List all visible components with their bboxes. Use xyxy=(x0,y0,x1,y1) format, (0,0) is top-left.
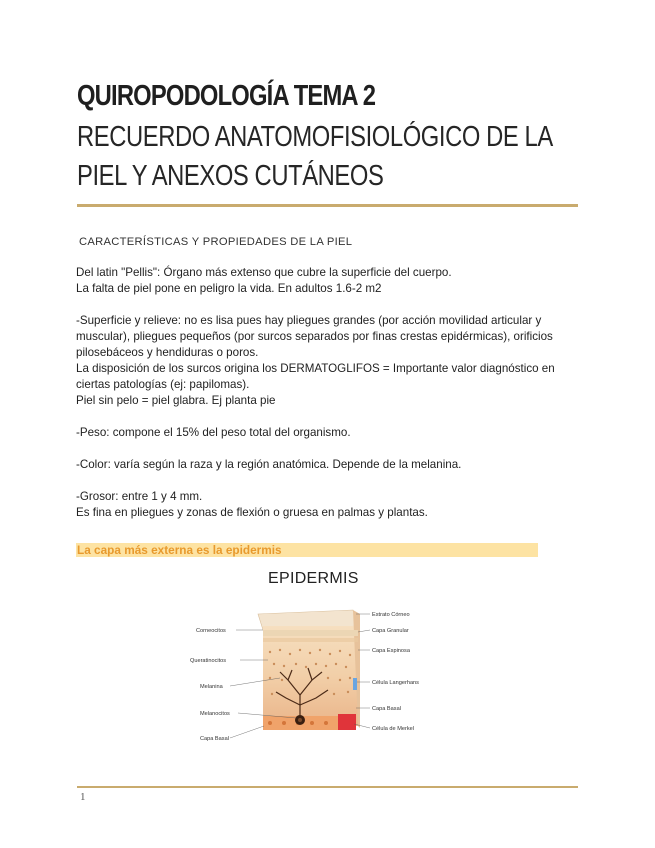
paragraph: -Color: varía según la raza y la región anatómica. Depende de la melanina. xyxy=(76,458,462,471)
merkel-cell-region xyxy=(338,714,356,730)
paragraph: Es fina en pliegues y zonas de flexión o gruesa en palmas y plantas. xyxy=(76,506,428,519)
langerhans-cell xyxy=(353,678,357,690)
label-estrato-corneo: Estrato Córneo xyxy=(372,612,410,618)
label-corneocitos: Corneocitos xyxy=(196,628,226,634)
page-number: 1 xyxy=(80,791,86,803)
paragraph: -Superficie y relieve: no es lisa pues hay pliegues grandes (por acción movilidad articular y muscular), pliegues pequeños (por surcos separados por finas crestas epidérmicas), orificios pilosebáceos y hendiduras o poros. xyxy=(76,314,553,359)
paragraph: -Peso: compone el 15% del peso total del organismo. xyxy=(76,426,351,439)
label-capa-basal-left: Capa Basal xyxy=(200,736,229,742)
paragraph: La falta de piel pone en peligro la vida. En adultos 1.6-2 m2 xyxy=(76,282,382,295)
paragraph: -Grosor: entre 1 y 4 mm. xyxy=(76,490,203,503)
melanocyte-nucleus xyxy=(298,718,302,722)
footer-divider xyxy=(77,786,578,788)
paragraph: Piel sin pelo = piel glabra. Ej planta pie xyxy=(76,394,276,407)
highlight-text: La capa más externa es la epidermis xyxy=(77,543,282,557)
header-divider xyxy=(77,204,578,207)
label-capa-basal-right: Capa Basal xyxy=(372,706,401,712)
document-title: QUIROPODOLOGÍA TEMA 2 xyxy=(77,80,376,112)
section-heading: CARACTERÍSTICAS Y PROPIEDADES DE LA PIEL xyxy=(79,236,353,248)
document-subtitle: RECUERDO ANATOMOFISIOLÓGICO DE LA PIEL Y ANEXOS CUTÁNEOS xyxy=(77,121,552,192)
paragraph: La disposición de los surcos origina los DERMATOGLIFOS = Importante valor diagnóstico en ciertas patologías (ej: papilomas). xyxy=(76,362,555,391)
granular-layer-2 xyxy=(263,638,358,642)
label-capa-granular: Capa Granular xyxy=(372,628,409,634)
label-capa-espinosa: Capa Espinosa xyxy=(372,648,410,654)
label-melanocitos: Melanocitos xyxy=(200,711,230,717)
document-body xyxy=(76,234,576,521)
label-celula-langerhans: Célula Langerhans xyxy=(372,680,419,686)
epidermis-diagram xyxy=(188,600,438,750)
label-queratinocitos: Queratinocitos xyxy=(190,658,227,664)
label-melanina: Melanina xyxy=(200,684,223,690)
paragraph: Del latin "Pellis": Órgano más extenso que cubre la superficie del cuerpo. xyxy=(76,266,452,279)
label-celula-merkel: Célula de Merkel xyxy=(372,726,414,732)
figure-title: EPIDERMIS xyxy=(268,570,359,587)
highlighted-line xyxy=(76,543,538,557)
granular-layer xyxy=(263,630,358,636)
